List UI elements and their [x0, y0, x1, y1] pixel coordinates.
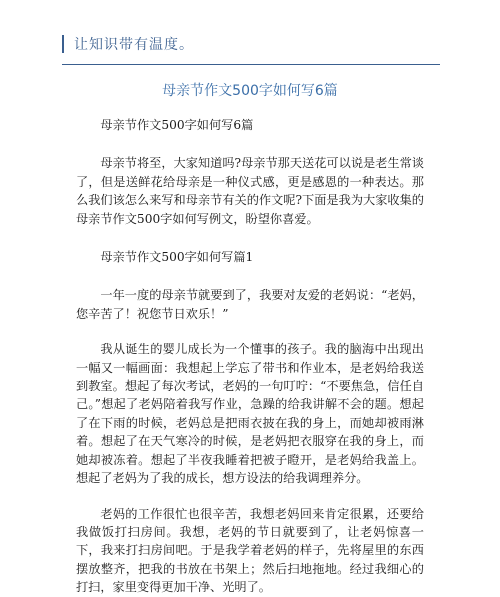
site-header — [62, 34, 194, 54]
intro-paragraph: 母亲节将至，大家知道吗?母亲节那天送花可以说是老生常谈了，但是送鲜花给母亲是一种仪式感，更是感恩的一种表达。那么我们该怎么来写和母亲节有关的作文呢?下面是我为大家收集的母亲节作文500字如何写例文，盼望你喜爱。 — [76, 156, 424, 226]
header-accent-bar — [62, 35, 64, 53]
body-paragraph: 老妈的工作很忙也很辛苦，我想老妈回来肯定很累，还要给我做饭打扫房间。我想，老妈的节日就要到了，让老妈惊喜一下，我来打扫房间吧。于是我学着老妈的样子，先将屋里的东西摆放整齐，把我的书放在书架上；然后扫地拖地。经过我细心的打扫，家里变得更加干净、光明了。 — [76, 506, 424, 595]
section-heading: 母亲节作文500字如何写篇1 — [100, 250, 254, 265]
document-title: 母亲节作文500字如何写6篇 — [162, 83, 338, 99]
site-slogan: 让知识带有温度。 — [74, 37, 194, 53]
body-paragraph: 我从诞生的婴儿成长为一个懂事的孩子。我的脑海中出现出一幅又一幅画面：我想起上学忘了带书和作业本，是老妈给我送到教室。想起了每次考试，老妈的一句叮咛：“不要焦急，信任自己。”想起了老妈陪着我写作业，急躁的给我讲解不会的题。想起了在下雨的时候，老妈总是把雨衣披在我的身上，而她却被雨淋着。想起了在天气寒冷的时候，是老妈把衣服穿在我的身上，而她却被冻着。想起了半夜我睡着把被子瞪开，是老妈给我盖上。想起了老妈为了我的成长，想方设法的给我调理养分。 — [76, 342, 424, 486]
header-divider — [62, 64, 440, 65]
document-body — [76, 116, 424, 597]
subtitle-paragraph: 母亲节作文500字如何写6篇 — [100, 118, 254, 132]
body-paragraph: 一年一度的母亲节就要到了，我要对友爱的老妈说：“老妈，您辛苦了！祝您节日欢乐！” — [76, 288, 424, 321]
